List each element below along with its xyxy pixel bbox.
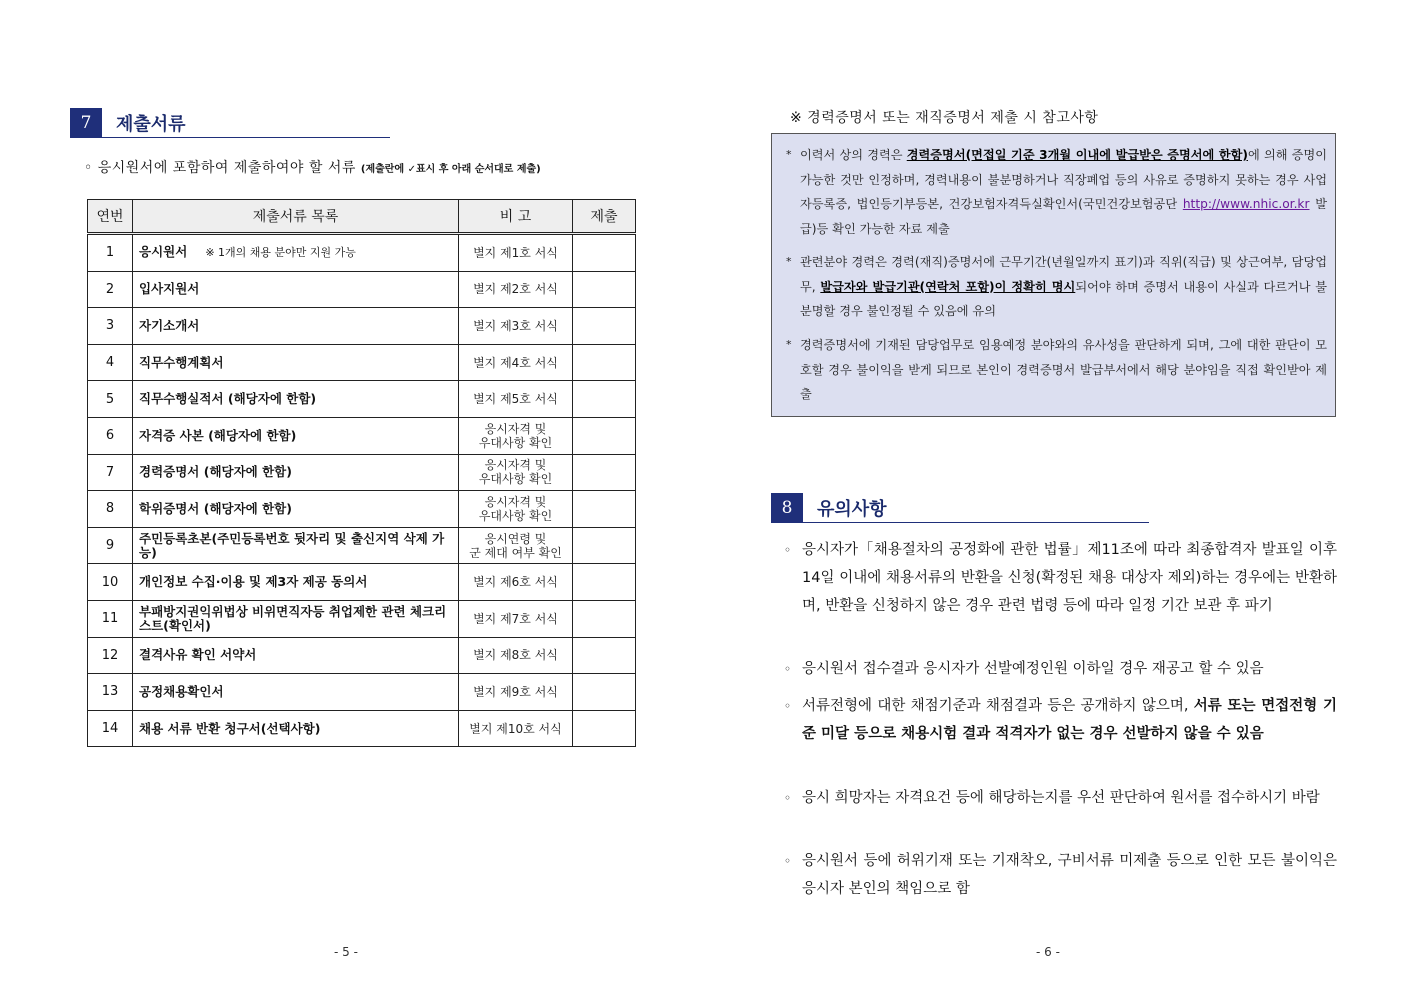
header-remark: 비 고: [459, 200, 573, 234]
bullet: ◦: [784, 662, 792, 676]
bullet: ◦: [784, 854, 792, 868]
section-underline: [70, 137, 390, 138]
row-number: 8: [88, 491, 133, 528]
document-name: 자격증 사본 (해당자에 한함): [139, 427, 297, 443]
table-row: [88, 564, 636, 601]
bullet: ◦: [84, 160, 93, 176]
document-name: 채용 서류 반환 청구서(선택사항): [139, 720, 321, 736]
intro-note: (제출란에 ✓표시 후 아래 순서대로 제출): [360, 164, 541, 175]
section-number: 8: [771, 493, 803, 523]
document-name: 직무수행계획서: [139, 354, 224, 370]
bullet: ◦: [784, 543, 792, 557]
table-row: [88, 234, 636, 272]
document-name: 응시원서: [139, 244, 188, 260]
document-name: 주민등록초본(주민등록번호 뒷자리 및 출신지역 삭제 가능): [139, 530, 445, 560]
submit-checkbox-cell[interactable]: [573, 674, 636, 711]
ref-emphasis: 경력증명서(면접일 기준 3개월 이내에 발급받은 증명서에 한함): [906, 148, 1248, 162]
document-note: ※ 1개의 채용 분야만 지원 가능: [205, 246, 356, 260]
notice-text: 응시원서 접수결과 응시자가 선발예정인원 이하일 경우 재공고 할 수 있음: [802, 661, 1264, 677]
row-number: 5: [88, 381, 133, 418]
ref-text: 관련분야 경력은 경력(재직)증명서에 근무기간(년월일까지 표기)과 직위(직급) 및 상근여부, 담당업무,: [800, 255, 1327, 294]
row-number: 11: [88, 600, 133, 637]
intro-text: 응시원서에 포함하여 제출하여야 할 서류: [97, 160, 356, 176]
star-bullet: *: [786, 255, 792, 268]
section-title: 제출서류: [116, 114, 186, 135]
document-name: 자기소개서: [139, 317, 200, 333]
submit-checkbox-cell[interactable]: [573, 600, 636, 637]
row-number: 3: [88, 308, 133, 345]
notice-text: 응시자가「채용절차의 공정화에 관한 법률」제11조에 따라 최종합격자 발표일 이후 14일 이내에 채용서류의 반환을 신청(확정된 채용 대상자 제외)하는 경우에는 반환하며, 반환을 신청하지 않은 경우 관련 법령 등에 따라 일정 기간 보관 후 파기: [802, 542, 1337, 614]
row-remark: 별지 제8호 서식: [459, 637, 573, 674]
notice-item: [784, 536, 1337, 620]
row-document-name: [133, 674, 459, 711]
table-row: [88, 344, 636, 381]
row-remark: 별지 제4호 서식: [459, 344, 573, 381]
notice-item: [784, 655, 1337, 683]
row-remark: 응시자격 및 우대사항 확인: [459, 454, 573, 491]
document-name: 개인정보 수집·이용 및 제3자 제공 동의서: [139, 574, 368, 590]
notice-text: 서류전형에 대한 채점기준과 채점결과 등은 공개하지 않으며,: [802, 698, 1194, 714]
nhic-link[interactable]: http://www.nhic.or.kr: [1182, 197, 1310, 211]
section-7-header: [70, 108, 390, 138]
ref-text: 발급)등 확인 가능한 자료 제출: [800, 197, 1327, 236]
table-header-row: [88, 200, 636, 234]
row-remark: 별지 제7호 서식: [459, 600, 573, 637]
row-number: 10: [88, 564, 133, 601]
table-row: [88, 600, 636, 637]
table-row: [88, 381, 636, 418]
reference-item: [786, 333, 1327, 407]
row-document-name: [133, 417, 459, 454]
submit-checkbox-cell[interactable]: [573, 234, 636, 272]
row-number: 7: [88, 454, 133, 491]
row-number: 14: [88, 710, 133, 747]
ref-text: 되어야 하며 증명서 내용이 사실과 다르거나 불분명할 경우 불인정될 수 있음에 유의: [800, 279, 1328, 318]
row-number: 4: [88, 344, 133, 381]
document-name: 경력증명서 (해당자에 한함): [139, 464, 292, 480]
notice-item: [784, 784, 1337, 812]
submit-checkbox-cell[interactable]: [573, 454, 636, 491]
ref-text: 경력증명서에 기재된 담당업무로 임용예정 분야와의 유사성을 판단하게 되며, 그에 대한 판단이 모호할 경우 불이익을 받게 되므로 본인이 경력증명서 발급부서에서 해당 분야임을 직접 확인받아 제출: [800, 338, 1327, 401]
documents-table: [87, 199, 636, 747]
document-name: 부패방지권익위법상 비위면직자등 취업제한 관련 체크리스트(확인서): [139, 603, 447, 633]
submit-checkbox-cell[interactable]: [573, 491, 636, 528]
row-number: 2: [88, 271, 133, 308]
bullet: ◦: [784, 699, 792, 713]
notice-item: [784, 692, 1337, 748]
row-document-name: [133, 344, 459, 381]
table-row: [88, 271, 636, 308]
reference-item: [786, 143, 1327, 241]
section-number: 7: [70, 108, 102, 138]
documents-intro: [84, 157, 541, 177]
row-remark: 별지 제9호 서식: [459, 674, 573, 711]
submit-checkbox-cell[interactable]: [573, 381, 636, 418]
notice-emphasis: 서류 또는 면접전형 기준 미달 등으로 채용시험 결과 적격자가 없는 경우 선발하지 않을 수 있음: [802, 698, 1337, 742]
table-row: [88, 491, 636, 528]
header-name: 제출서류 목록: [133, 200, 459, 234]
row-document-name: [133, 271, 459, 308]
row-document-name: [133, 564, 459, 601]
table-body: [88, 234, 636, 747]
table-row: [88, 674, 636, 711]
submit-checkbox-cell[interactable]: [573, 308, 636, 345]
row-remark: 응시자격 및 우대사항 확인: [459, 491, 573, 528]
ref-text: 에 의해 증명이 가능한 것만 인정하며, 경력내용이 불분명하거나 직장폐업 등의 사유로 증명하지 못하는 경우 사업자등록증, 법인등기부등본, 건강보험자격득실확인서(국민건강보험공단: [800, 148, 1328, 211]
row-remark: 별지 제3호 서식: [459, 308, 573, 345]
document-name: 공정채용확인서: [139, 683, 224, 699]
table-row: [88, 527, 636, 564]
notice-item: [784, 847, 1337, 903]
document-name: 입사지원서: [139, 281, 200, 297]
table-row: [88, 417, 636, 454]
reference-item: [786, 250, 1327, 324]
reference-box: [771, 133, 1336, 417]
document-name: 직무수행실적서 (해당자에 한함): [139, 391, 317, 407]
row-document-name: [133, 527, 459, 564]
submit-checkbox-cell[interactable]: [573, 564, 636, 601]
row-document-name: [133, 710, 459, 747]
star-bullet: *: [786, 148, 792, 161]
table-row: [88, 308, 636, 345]
header-no: 연번: [88, 200, 133, 234]
row-remark: 별지 제5호 서식: [459, 381, 573, 418]
section-title: 유의사항: [817, 499, 887, 520]
page-number-left: - 5 -: [334, 945, 358, 959]
ref-emphasis: 발급자와 발급기관(연락처 포함)이 정확히 명시: [820, 279, 1076, 294]
row-remark: 응시연령 및 군 제대 여부 확인: [459, 527, 573, 564]
row-number: 12: [88, 637, 133, 674]
submit-checkbox-cell[interactable]: [573, 710, 636, 747]
ref-text: 이력서 상의 경력은: [800, 148, 907, 162]
row-remark: 별지 제2호 서식: [459, 271, 573, 308]
document-name: 결격사유 확인 서약서: [139, 647, 257, 663]
submit-checkbox-cell[interactable]: [573, 271, 636, 308]
row-document-name: [133, 308, 459, 345]
row-remark: 별지 제1호 서식: [459, 234, 573, 272]
submit-checkbox-cell[interactable]: [573, 417, 636, 454]
row-number: 9: [88, 527, 133, 564]
star-bullet: *: [786, 338, 792, 351]
row-remark: 별지 제10호 서식: [459, 710, 573, 747]
table-row: [88, 454, 636, 491]
row-remark: 별지 제6호 서식: [459, 564, 573, 601]
row-document-name: [133, 637, 459, 674]
section-8-header: [771, 493, 1149, 523]
table-row: [88, 710, 636, 747]
row-number: 13: [88, 674, 133, 711]
row-number: 6: [88, 417, 133, 454]
row-number: 1: [88, 234, 133, 272]
row-document-name: [133, 491, 459, 528]
bullet: ◦: [784, 791, 792, 805]
row-document-name: [133, 234, 459, 272]
row-remark: 응시자격 및 우대사항 확인: [459, 417, 573, 454]
table-row: [88, 637, 636, 674]
page-number-right: - 6 -: [1036, 945, 1060, 959]
submit-checkbox-cell[interactable]: [573, 527, 636, 564]
notice-text: 응시원서 등에 허위기재 또는 기재착오, 구비서류 미제출 등으로 인한 모든 불이익은 응시자 본인의 책임으로 함: [802, 853, 1337, 897]
document-name: 학위증명서 (해당자에 한함): [139, 500, 292, 516]
header-submit: 제출: [573, 200, 636, 234]
reference-title: ※ 경력증명서 또는 재직증명서 제출 시 참고사항: [790, 110, 1099, 126]
submit-checkbox-cell[interactable]: [573, 637, 636, 674]
section-underline: [771, 522, 1149, 523]
row-document-name: [133, 454, 459, 491]
row-document-name: [133, 600, 459, 637]
row-document-name: [133, 381, 459, 418]
notice-text: 응시 희망자는 자격요건 등에 해당하는지를 우선 판단하여 원서를 접수하시기 바람: [802, 790, 1320, 806]
submit-checkbox-cell[interactable]: [573, 344, 636, 381]
